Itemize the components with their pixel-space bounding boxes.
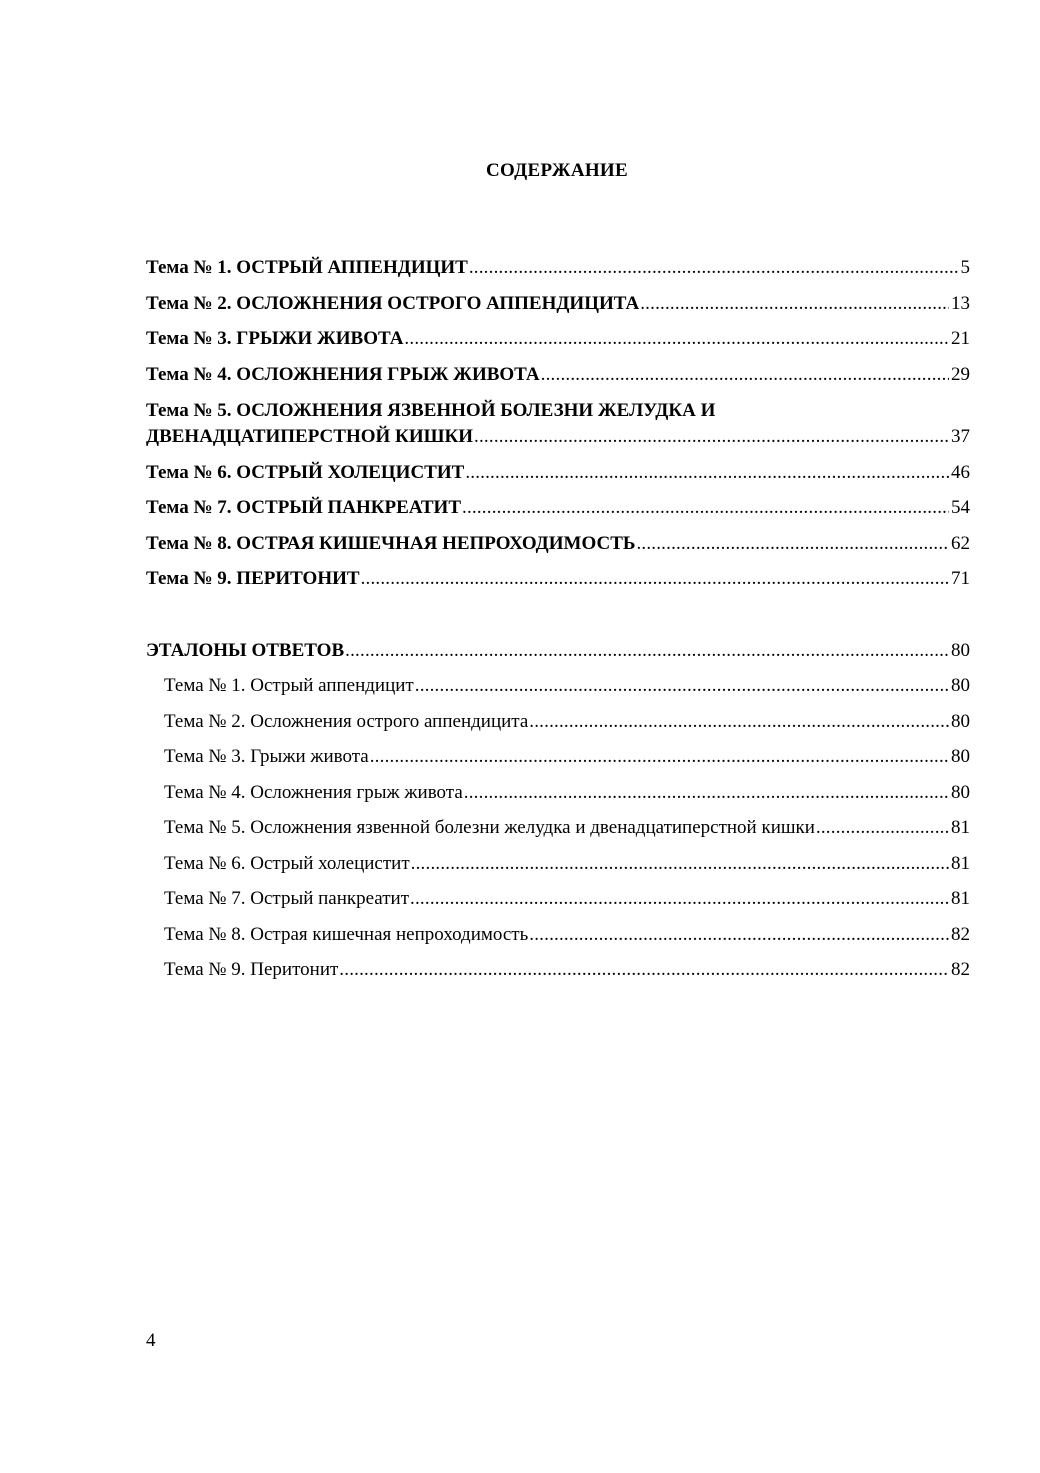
toc-entry-label: Тема № 7. ОСТРЫЙ ПАНКРЕАТИТ [146,497,461,518]
page-number: 4 [146,1330,156,1351]
toc-entry-page: 82 [951,959,970,980]
toc-subentry-answer-5[interactable] [164,816,970,840]
toc-entry-label: Тема № 8. ОСТРАЯ КИШЕЧНАЯ НЕПРОХОДИМОСТЬ [146,533,636,554]
toc-subentry-answer-8[interactable] [164,923,970,947]
toc-entry-label: Тема № 4. ОСЛОЖНЕНИЯ ГРЫЖ ЖИВОТА [146,364,540,385]
dot-leader [361,567,949,591]
dot-leader [640,292,949,316]
toc-entry-label: Тема № 2. ОСЛОЖНЕНИЯ ОСТРОГО АППЕНДИЦИТА [146,293,640,314]
dot-leader [465,461,949,485]
toc-entry-page: 80 [951,640,970,661]
toc-entry-topic-5[interactable] [146,425,970,449]
toc-entry-page: 37 [951,426,970,447]
toc-entry-topic-7[interactable] [146,496,970,520]
dot-leader [415,674,949,698]
toc-entry-topic-4[interactable] [146,363,970,387]
toc-entry-page: 54 [951,497,970,518]
toc-entry-topic-2[interactable] [146,292,970,316]
dot-leader [339,958,949,982]
toc-subentry-answer-2[interactable] [164,710,970,734]
toc-entry-label: Тема № 3. ГРЫЖИ ЖИВОТА [146,328,404,349]
toc-entry-label: Тема № 6. Острый холецистит [164,853,410,874]
toc-subentry-answer-9[interactable] [164,958,970,982]
toc-entry-topic-6[interactable] [146,461,970,485]
toc-entry-page: 46 [951,462,970,483]
toc-entry-label: Тема № 2. Осложнения острого аппендицита [164,711,529,732]
toc-subentry-answer-6[interactable] [164,852,970,876]
dot-leader [410,887,949,911]
toc-subentry-answer-3[interactable] [164,745,970,769]
dot-leader [370,745,949,769]
toc-subentry-answer-7[interactable] [164,887,970,911]
toc-entry-page: 29 [951,364,970,385]
dot-leader [529,923,949,947]
toc-entry-label: Тема № 6. ОСТРЫЙ ХОЛЕЦИСТИТ [146,462,465,483]
toc-entry-page: 5 [960,257,970,278]
dot-leader [541,363,949,387]
toc-subentry-answer-1[interactable] [164,674,970,698]
dot-leader [462,496,949,520]
toc-entry-page: 82 [951,924,970,945]
toc-entry-topic-5-line1[interactable]: Тема № 5. ОСЛОЖНЕНИЯ ЯЗВЕННОЙ БОЛЕЗНИ ЖЕЛУДКА И [146,400,716,421]
toc-entry-label: Тема № 5. Осложнения язвенной болезни желудка и двенадцатиперстной кишки [164,817,815,838]
toc-entry-label: Тема № 7. Острый панкреатит [164,888,410,909]
toc-entry-page: 80 [951,675,970,696]
toc-entry-label: Тема № 8. Острая кишечная непроходимость [164,924,529,945]
toc-entry-page: 81 [951,853,970,874]
toc-entry-label: Тема № 4. Осложнения грыж живота [164,782,463,803]
dot-leader [345,639,949,663]
toc-entry-topic-8[interactable] [146,532,970,556]
dot-leader [411,852,949,876]
toc-entry-label: Тема № 1. Острый аппендицит [164,675,414,696]
toc-entry-label: Тема № 9. ПЕРИТОНИТ [146,568,360,589]
toc-entry-answers[interactable] [146,639,970,663]
toc-entry-topic-1[interactable] [146,256,970,280]
dot-leader [469,256,959,280]
toc-entry-page: 81 [951,817,970,838]
dot-leader [464,781,949,805]
toc-entry-page: 13 [951,293,970,314]
toc-title: СОДЕРЖАНИЕ [486,160,628,181]
toc-entry-label: ЭТАЛОНЫ ОТВЕТОВ [146,640,345,661]
toc-entry-label: Тема № 1. ОСТРЫЙ АППЕНДИЦИТ [146,257,468,278]
toc-entry-page: 80 [951,711,970,732]
dot-leader [404,327,949,351]
toc-entry-label: Тема № 3. Грыжи живота [164,746,369,767]
toc-entry-page: 81 [951,888,970,909]
toc-entry-page: 80 [951,746,970,767]
toc-entry-page: 21 [951,328,970,349]
dot-leader [636,532,949,556]
toc-entry-label: ДВЕНАДЦАТИПЕРСТНОЙ КИШКИ [146,426,474,447]
toc-entry-page: 62 [951,533,970,554]
toc-entry-page: 80 [951,782,970,803]
toc-subentry-answer-4[interactable] [164,781,970,805]
toc-entry-label: Тема № 9. Перитонит [164,959,339,980]
dot-leader [816,816,949,840]
toc-entry-topic-9[interactable] [146,567,970,591]
dot-leader [474,425,949,449]
toc-entry-topic-3[interactable] [146,327,970,351]
dot-leader [529,710,949,734]
toc-entry-page: 71 [951,568,970,589]
